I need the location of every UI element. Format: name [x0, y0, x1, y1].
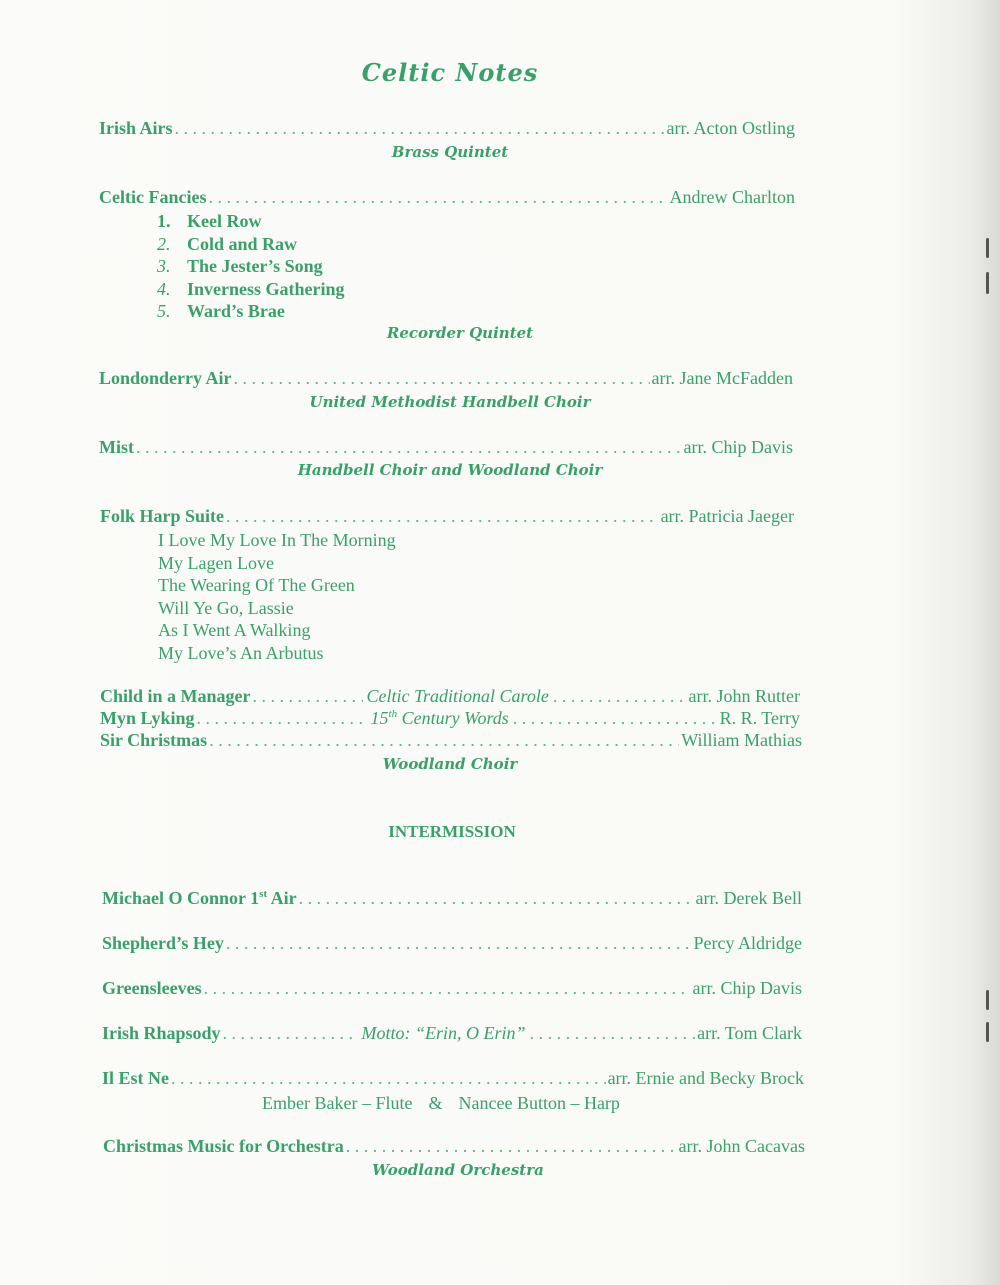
soloist: Nancee Button – Harp	[458, 1093, 620, 1113]
piece-note: Celtic Traditional Carole	[366, 686, 549, 706]
program-entry	[102, 1068, 804, 1089]
composer: arr. Acton Ostling	[666, 118, 795, 138]
leader-dots	[209, 730, 679, 751]
leader-dots	[197, 708, 367, 729]
piece-note: 15th Century Words	[370, 708, 509, 728]
composer: arr. Tom Clark	[697, 1023, 802, 1043]
composer: William Mathias	[681, 730, 802, 750]
list-item: 5. Ward’s Brae	[157, 301, 285, 321]
composer: arr. Jane McFadden	[651, 368, 793, 388]
performer: Woodland Choir	[382, 755, 518, 773]
performer: Recorder Quintet	[386, 324, 534, 342]
leader-dots	[234, 368, 650, 389]
performer: Handbell Choir and Woodland Choir	[297, 461, 603, 479]
movement-list	[157, 210, 345, 323]
program-entry	[100, 730, 802, 751]
composer: arr. Chip Davis	[683, 437, 793, 457]
piece-title: Londonderry Air	[99, 368, 232, 388]
piece-title: Il Est Ne	[102, 1068, 169, 1088]
list-item: My Love’s An Arbutus	[158, 642, 324, 663]
list-item: The Wearing Of The Green	[158, 575, 355, 595]
composer: Andrew Charlton	[669, 187, 795, 207]
piece-title: Irish Airs	[99, 118, 173, 138]
program-entry	[99, 187, 795, 208]
composer: arr. John Rutter	[688, 686, 800, 706]
composer: arr. Patricia Jaeger	[660, 506, 794, 526]
program-entry	[102, 978, 802, 999]
list-item: 2. Cold and Raw	[157, 233, 298, 254]
composer: R. R. Terry	[719, 708, 800, 728]
list-item: 1. Keel Row	[157, 211, 262, 231]
program-entry	[100, 686, 800, 707]
piece-title: Michael O Connor 1st Air	[102, 888, 297, 908]
leader-dots	[208, 187, 667, 208]
composer: Percy Aldridge	[693, 933, 802, 953]
piece-title: Myn Lyking	[100, 708, 195, 728]
piece-title: Irish Rhapsody	[102, 1023, 221, 1043]
list-item: I Love My Love In The Morning	[158, 530, 396, 550]
piece-title: Greensleeves	[102, 978, 202, 998]
program-title: Celtic Notes	[361, 58, 539, 87]
composer: arr. John Cacavas	[678, 1136, 805, 1156]
piece-title: Folk Harp Suite	[100, 506, 225, 526]
leader-dots	[226, 933, 692, 954]
staple-mark	[986, 238, 989, 258]
staple-mark	[986, 1022, 989, 1042]
program-entry	[100, 708, 800, 729]
list-item: 4. Inverness Gathering	[157, 278, 345, 299]
program-entry	[102, 888, 802, 909]
program-entry	[99, 118, 795, 139]
piece-title: Mist	[99, 437, 134, 457]
program-entry	[103, 1136, 805, 1157]
piece-title: Shepherd’s Hey	[102, 933, 224, 953]
list-item: As I Went A Walking	[158, 620, 311, 640]
piece-title: Christmas Music for Orchestra	[103, 1136, 344, 1156]
composer: arr. Ernie and Becky Brock	[607, 1068, 804, 1088]
list-item: 3. The Jester’s Song	[157, 256, 323, 276]
program-entry	[102, 933, 802, 954]
program-entry	[99, 368, 793, 389]
composer: arr. Derek Bell	[695, 888, 802, 908]
leader-dots	[299, 888, 694, 909]
ampersand: &	[428, 1093, 443, 1113]
intermission-heading: INTERMISSION	[388, 822, 516, 841]
piece-title: Celtic Fancies	[99, 187, 207, 207]
soloists	[262, 1093, 620, 1114]
leader-dots	[204, 978, 691, 999]
leader-dots	[553, 686, 687, 707]
program-entry	[100, 506, 794, 527]
leader-dots	[171, 1068, 606, 1089]
leader-dots	[346, 1136, 677, 1157]
movement-list	[158, 529, 396, 664]
staple-mark	[986, 990, 989, 1010]
leader-dots	[530, 1023, 696, 1044]
leader-dots	[175, 118, 665, 139]
composer: arr. Chip Davis	[692, 978, 802, 998]
performer: Woodland Orchestra	[372, 1161, 544, 1179]
program-entry	[102, 1023, 802, 1044]
leader-dots	[513, 708, 718, 729]
leader-dots	[253, 686, 363, 707]
performer: United Methodist Handbell Choir	[309, 393, 591, 411]
leader-dots	[136, 437, 682, 458]
piece-note: Motto: “Erin, O Erin”	[361, 1023, 526, 1043]
soloist: Ember Baker – Flute	[262, 1093, 413, 1113]
program-entry	[99, 437, 793, 458]
list-item: Will Ye Go, Lassie	[158, 597, 294, 618]
performer: Brass Quintet	[391, 143, 509, 161]
list-item: My Lagen Love	[158, 552, 274, 573]
staple-mark	[986, 272, 989, 294]
leader-dots	[226, 506, 659, 527]
leader-dots	[223, 1023, 358, 1044]
piece-title: Child in a Manager	[100, 686, 251, 706]
piece-title: Sir Christmas	[100, 730, 208, 750]
